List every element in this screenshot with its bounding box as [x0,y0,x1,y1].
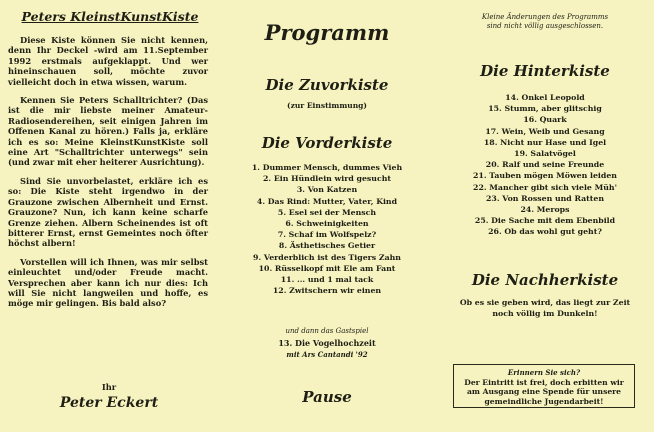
list-item: 24. Merops [520,204,570,214]
intro-paragraph: Diese Kiste können Sie nicht kennen, denn Ihr Deckel -wird am 11.September 1992 erstmals aufgeklappt. Und wer hineinschauen soll, möchte zuvor vielleicht doch in etwa wissen, warum. [8,35,208,87]
intro-title: Peters KleinstKunstKiste [21,9,199,24]
list-item: 26. Ob das wohl gut geht? [488,227,602,237]
list-item: 11. ... und 1 mal tack [280,274,374,284]
list-item: 16. Quark [523,115,567,125]
list-item: 3. Von Katzen [296,185,358,195]
list-item: 14. Onkel Leopold [505,93,585,102]
list-item: 21. Tauben mögen Möwen leiden [473,171,617,181]
list-item: 10. Rüsselkopf mit Ele am Fant [258,263,396,273]
guest-intro: und dann das Gastspiel [285,327,369,335]
list-item: 17. Wein, Weib und Gesang [485,126,605,136]
list-item: 2. Ein Hündlein wird gesucht [262,174,391,184]
program-column [218,0,436,432]
list-item: 19. Salatvögel [514,148,576,158]
donation-notice-box [453,364,635,408]
list-item: 4. Das Rind: Mutter, Vater, Kind [256,196,398,206]
change-note-line: sind nicht völlig ausgeschlossen. [486,22,604,30]
list-item: 6. Schweinigkeiten [285,218,369,228]
list-item: 9. Verderblich ist des Tigers Zahn [253,252,401,262]
zuvorkiste-subtitle: (zur Einstimmung) [287,101,367,110]
list-item: 15. Stumm, aber glitschig [488,104,602,114]
list-item: 12. Zwitschern wir einen [272,286,382,296]
second-half-column [436,0,654,432]
intro-paragraph: Vorstellen will ich Ihnen, was mir selbst einleuchtet und/oder Freude macht. Versprechen aber kann ich nur dies: Ich will Sie nicht langweilen und hoffe, es möge mir gelingen. Bis bald also? [8,256,208,309]
list-item: 23. Von Rossen und Ratten [485,193,605,203]
list-item: 1. Dummer Mensch, dummes Vieh [251,163,403,172]
intro-paragraph: Kennen Sie Peters Schalltrichter? (Das ist die mir liebste meiner Amateur-Radiosendereihen, seit einigen Jahren im Offenen Kanal zu hören.) Falls ja, erkläre ich es so: Meine KleinstKunstKiste soll eine Art "Schalltrichter unterwegs" sein (und zwar mit eher heiterer Ausrichtung). [8,95,208,168]
guest-title: 13. Die Vogelhochzeit [278,338,376,348]
program-title: Programm [264,20,390,45]
signature-name: Peter Eckert [59,395,159,411]
intro-column [0,0,218,432]
signature-block [0,382,218,411]
donation-notice-header: Erinnern Sie sich? [507,368,581,377]
list-item: 8. Ästhetisches Getier [278,241,376,251]
hinterkiste-list [436,92,654,237]
intro-text [8,35,208,317]
guest-performer: mit Ars Cantandi '92 [286,350,368,359]
list-item: 25. Die Sache mit dem Ebenbild [474,216,616,226]
vorderkiste-title: Die Vorderkiste [261,134,393,152]
list-item: 22. Mancher gibt sich viele Müh' [473,182,617,192]
donation-notice-text: Der Eintritt ist frei, doch erbitten wir am Ausgang eine Spende für unsere gemeindliche Jugendarbeit! [464,378,624,406]
list-item: 7. Schaf im Wolfspelz? [277,230,377,240]
hinterkiste-title: Die Hinterkiste [480,62,610,80]
change-note-line: Kleine Änderungen des Programms [481,13,609,21]
vorderkiste-list [218,162,436,296]
nachherkiste-title: Die Nachherkiste [471,271,619,289]
closing-word: Ihr [101,382,117,392]
pause-label: Pause [302,388,352,406]
list-item: 5. Esel sei der Mensch [277,207,377,217]
list-item: 20. Ralf und seine Freunde [485,160,605,170]
zuvorkiste-title: Die Zuvorkiste [265,76,389,94]
intro-paragraph: Sind Sie unvorbelastet, erkläre ich es so: Die Kiste steht irgendwo in der Grauzone zwischen Albernheit und Ernst. Grauzone? Nun, ich kann keine scharfe Grenze ziehen. Albern Scheinendes ist oft bitterer Ernst, ernst Gemeintes noch öfter höchst albern! [8,175,208,249]
guest-performance [218,327,436,359]
nachherkiste-text: Ob es sie geben wird, das liegt zur Zeit noch völlig im Dunkeln! [459,298,631,318]
change-note [436,13,654,31]
list-item: 18. Nicht nur Hase und Igel [483,137,607,147]
